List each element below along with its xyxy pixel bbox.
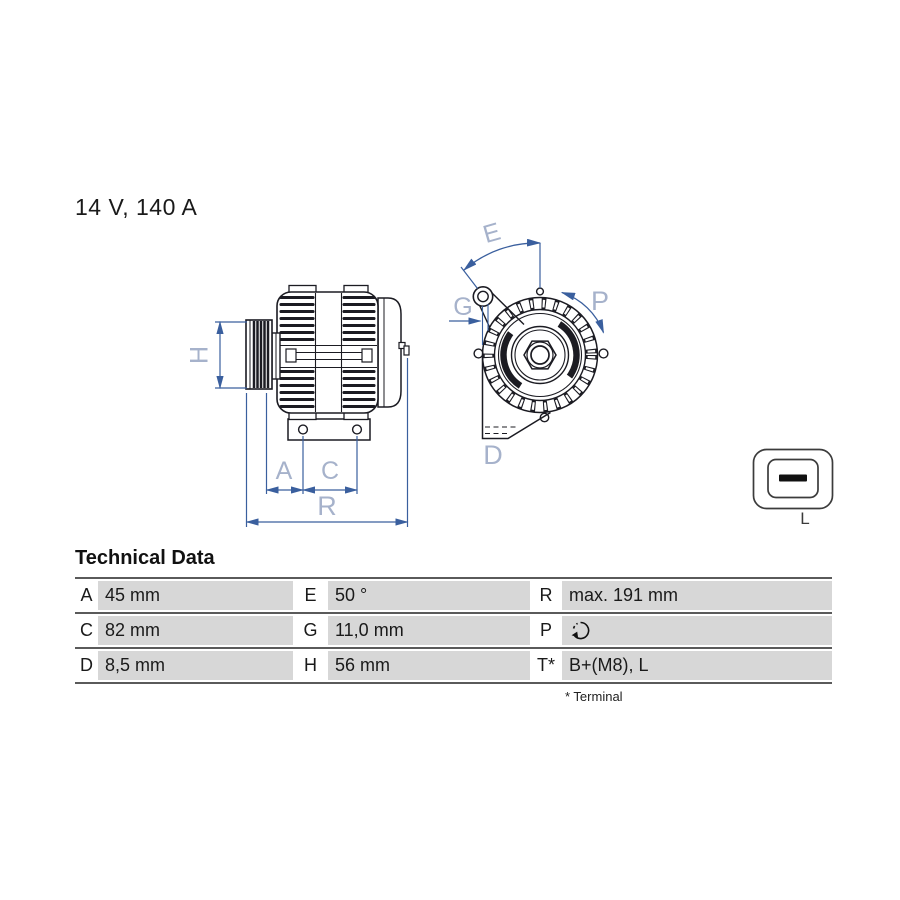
spec-key: H [293, 649, 328, 682]
technical-data-title: Technical Data [75, 547, 215, 569]
rotation-direction-clockwise-icon [569, 619, 592, 642]
spec-value: B+(M8), L [562, 651, 832, 680]
side-view-drawing [246, 286, 409, 441]
spec-key: C [75, 614, 98, 647]
spec-key: G [293, 614, 328, 647]
spec-value: 45 mm [98, 581, 293, 610]
dim-label-e: E [479, 217, 504, 250]
spec-key: P [530, 614, 562, 647]
technical-data-table [75, 577, 832, 684]
spec-value: 56 mm [328, 651, 530, 680]
belt-pulley [246, 320, 280, 389]
spec-value-rotation [562, 616, 832, 645]
table-row [75, 614, 832, 649]
dim-label-c: C [320, 457, 340, 485]
voltage-amperage-rating: 14 V, 140 A [75, 194, 198, 220]
spec-key: A [75, 579, 98, 612]
dim-label-a: A [275, 457, 293, 485]
dim-label-g: G [453, 293, 473, 321]
spec-value: 11,0 mm [328, 616, 530, 645]
terminal-footnote: * Terminal [565, 689, 623, 704]
spec-key: R [530, 579, 562, 612]
spec-value: 8,5 mm [98, 651, 293, 680]
spec-value: max. 191 mm [562, 581, 832, 610]
table-row [75, 579, 832, 614]
spec-value: 82 mm [98, 616, 293, 645]
terminal-label: L [800, 509, 810, 528]
rear-cover [378, 298, 401, 407]
front-view-drawing [473, 287, 608, 439]
table-row [75, 649, 832, 684]
dim-h-lines [215, 322, 247, 388]
spec-key: D [75, 649, 98, 682]
spec-value: 50 ° [328, 581, 530, 610]
dim-label-p: P [590, 286, 610, 316]
dim-label-d: D [483, 440, 503, 470]
dim-label-r: R [317, 491, 337, 521]
l-terminal-plug-icon [754, 450, 833, 529]
dim-label-h: H [185, 345, 214, 365]
spec-key: T* [530, 649, 562, 682]
spec-key: E [293, 579, 328, 612]
dim-e-lines [461, 243, 540, 289]
mounting-feet [288, 419, 370, 440]
